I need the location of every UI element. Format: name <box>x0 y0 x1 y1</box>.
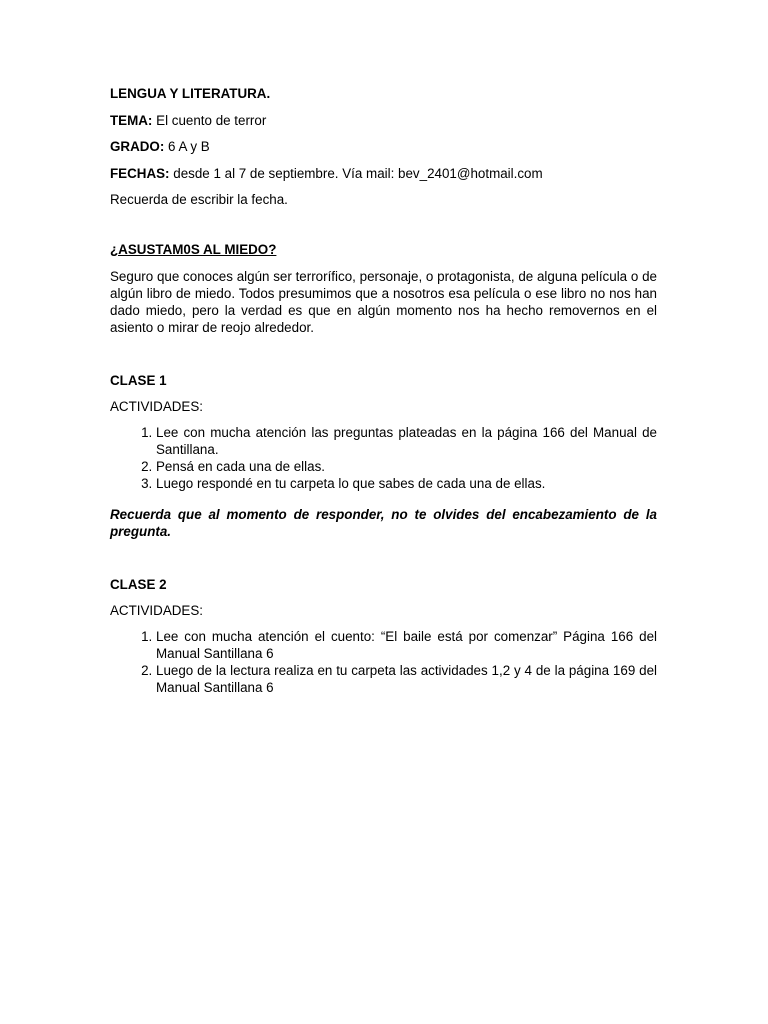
tema-label: TEMA: <box>110 112 153 128</box>
list-item: 1. Lee con mucha atención el cuento: “El baile está por comenzar” Página 166 del Manual Santillana 6 <box>156 628 657 662</box>
reminder-text: Recuerda de escribir la fecha. <box>110 192 288 207</box>
fechas-label: FECHAS: <box>110 165 170 181</box>
tema-line <box>110 112 657 129</box>
list-item: 2. Luego de la lectura realiza en tu carpeta las actividades 1,2 y 4 de la página 169 del Manual Santillana 6 <box>156 662 657 696</box>
grado-label: GRADO: <box>110 139 165 154</box>
subject-heading: LENGUA Y LITERATURA. <box>110 86 271 101</box>
list-item: 2. Pensá en cada una de ellas. <box>156 458 657 475</box>
clase1-activity-list <box>110 424 657 492</box>
list-item: 3. Luego respondé en tu carpeta lo que sabes de cada una de ellas. <box>156 475 657 492</box>
clase1-note: Recuerda que al momento de responder, no te olvides del encabezamiento de la pregunta. <box>110 507 657 539</box>
clase1-title: CLASE 1 <box>110 373 167 388</box>
tema-value: El cuento de terror <box>156 112 267 128</box>
spacer <box>110 336 657 372</box>
clase2-activities-label: ACTIVIDADES: <box>110 603 204 618</box>
clase2-activity-list <box>110 628 657 696</box>
intro-paragraph: Seguro que conoces algún ser terrorífico, personaje, o protagonista, de alguna película o de algún libro de miedo. Todos presumimos que a nosotros esa película o ese libro no nos han dado miedo, pero la verdad es que en algún momento nos ha hecho removernos en el asiento o mirar de reojo alrededor. <box>110 269 657 335</box>
grado-line <box>110 138 657 155</box>
document-content <box>110 85 657 696</box>
grado-value: 6 A y B <box>168 139 210 154</box>
fechas-value: desde 1 al 7 de septiembre. Vía mail: bev_2401@hotmail.com <box>173 165 543 181</box>
clase2-title: CLASE 2 <box>110 577 167 592</box>
fechas-line <box>110 165 657 182</box>
list-item: 1. Lee con mucha atención las preguntas plateadas en la página 166 del Manual de Santillana. <box>156 424 657 458</box>
spacer <box>110 540 657 576</box>
intro-title: ¿ASUSTAM0S AL MIEDO? <box>110 242 277 257</box>
spacer <box>110 208 657 241</box>
clase1-activities-label: ACTIVIDADES: <box>110 399 204 414</box>
